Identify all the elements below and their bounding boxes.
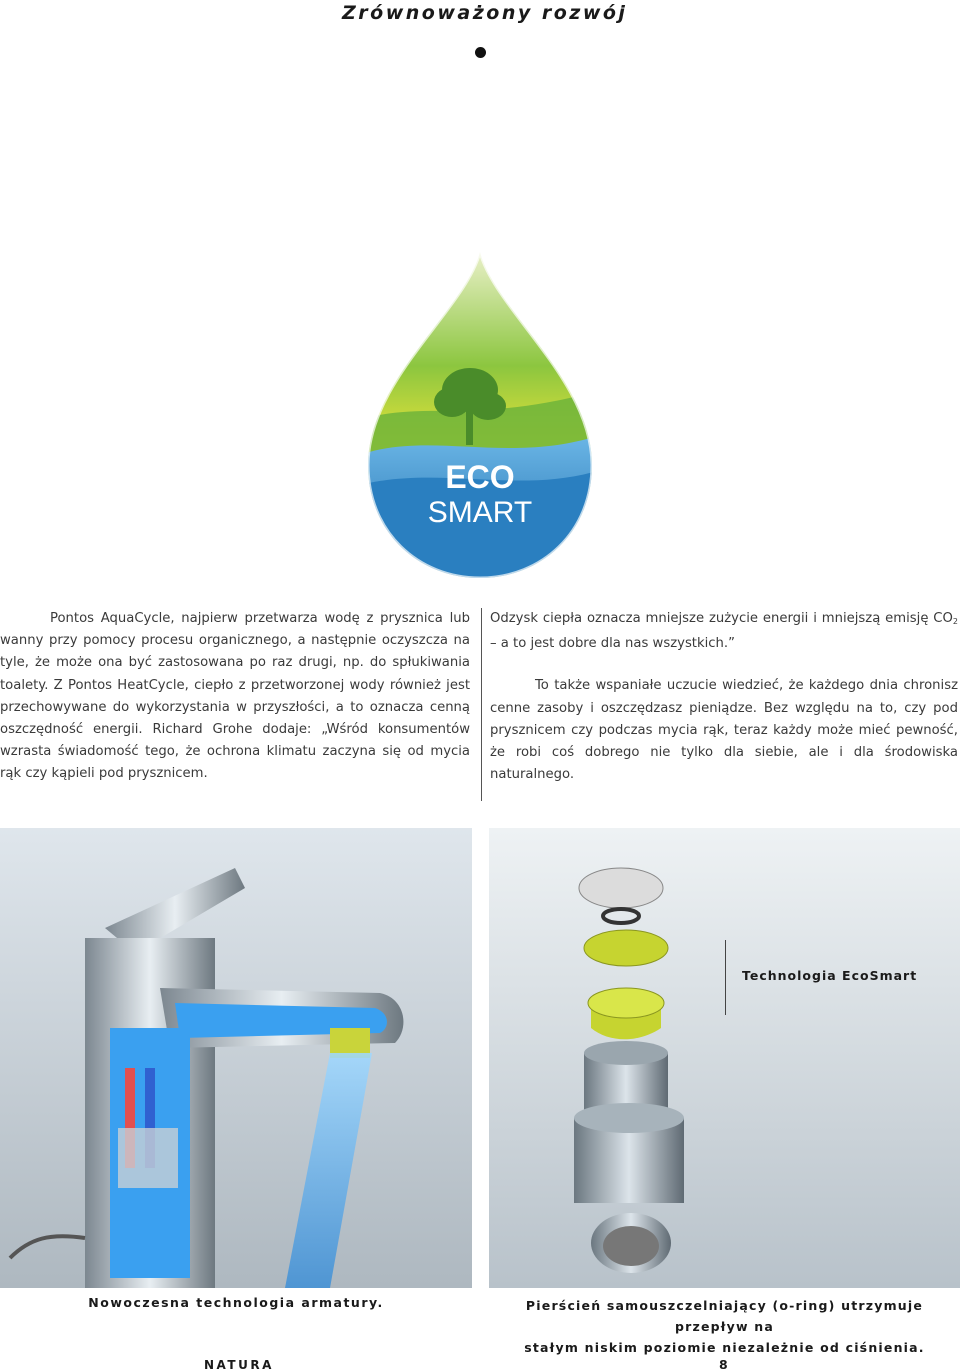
label-divider <box>725 940 726 1015</box>
left-paragraph: Pontos AquaCycle, najpierw przetwarza wodę z prysznica lub wanny przy pomocy procesu organicznego, a następnie oczyszcza na tyle, że może ona być zastosowana po raz drugi, np. do spłukiwania toalety. Z Pontos HeatCycle, ciepło z przetworzonej wody również jest przechowywane do wykorzystania w przyszłości, a to oznacza cenną oszczędność energii. Richard Grohe dodaje: „Wśród konsumentów wzrasta świadomość tego, że ochrona klimatu zaczyna się od mycia rąk czy kąpieli pod prysznicem. <box>0 611 470 782</box>
caption-faucet: Nowoczesna technologia armatury. <box>88 1295 384 1310</box>
eco-smart-logo <box>360 250 600 580</box>
right-paragraph-2: To także wspaniałe uczucie wiedzieć, że każdego dnia chronisz cenne zasoby i oszczędzasz pieniądze. Bez względu na to, czy pod prysznicem czy podczas mycia rąk, teraz każdy może mieć pewność, że robi coś dobrego nie tylko dla siebie, ale i dla środowiska naturalnego. <box>490 678 958 783</box>
right-text-column <box>490 608 958 786</box>
logo-text-smart: SMART <box>427 496 533 529</box>
faucet-cutaway-photo <box>0 828 472 1288</box>
footer-brand: NATURA <box>204 1358 274 1372</box>
logo-text-eco: ECO <box>445 459 515 495</box>
page-number: 8 <box>719 1357 728 1372</box>
caption-aerator: Pierścień samouszczelniający (o-ring) utrzymuje przepływ na stałym niskim poziomie niezależnie od ciśnienia. <box>524 1298 925 1355</box>
section-title: Zrównoważony rozwój <box>342 2 628 24</box>
right-paragraph-1: Odzysk ciepła oznacza mniejsze zużycie energii i mniejszą emisję $CO_2$ – a to jest dobre dla nas wszystkich.” <box>490 611 958 652</box>
bullet-dot <box>475 47 486 58</box>
left-text-column <box>0 608 470 786</box>
ecosmart-technology-label: Technologia EcoSmart <box>742 968 918 983</box>
column-divider <box>481 608 482 801</box>
aerator-exploded-photo <box>489 828 960 1288</box>
